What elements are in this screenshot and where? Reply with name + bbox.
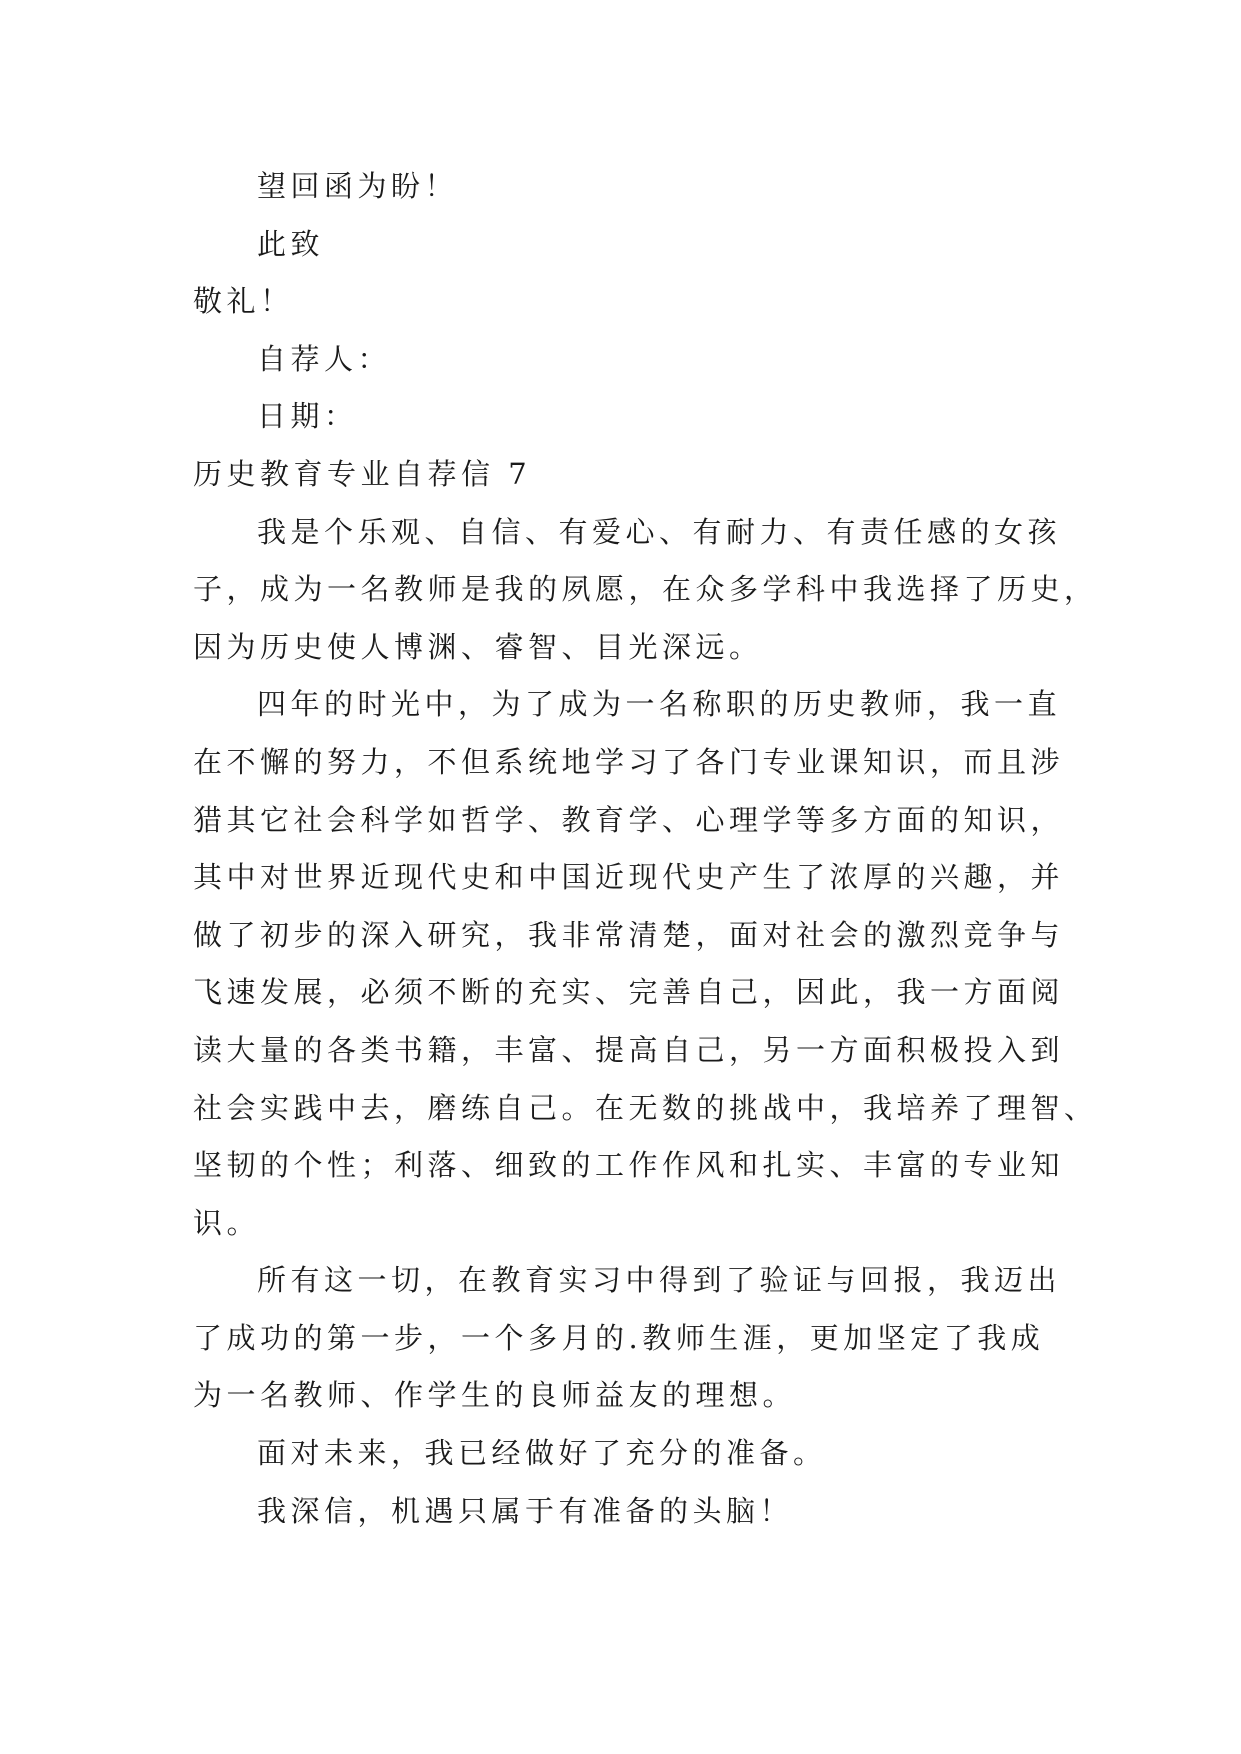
paragraph-line: 社会实践中去，磨练自己。在无数的挑战中，我培养了理智、 — [193, 1090, 1098, 1125]
paragraph-line: 读大量的各类书籍，丰富、提高自己，另一方面积极投入到 — [193, 1032, 1065, 1067]
paragraph-line: 其中对世界近现代史和中国近现代史产生了浓厚的兴趣，并 — [193, 860, 1065, 895]
paragraph-line: 猎其它社会科学如哲学、教育学、心理学等多方面的知识， — [193, 802, 1065, 837]
paragraph-3 — [193, 1252, 1062, 1425]
salutation-line-1: 此致 — [257, 226, 325, 261]
paragraph-line: 我深信，机遇只属于有准备的头脑！ — [257, 1493, 794, 1528]
paragraph-line: 子，成为一名教师是我的夙愿，在众多学科中我选择了历史， — [193, 572, 1098, 607]
paragraph-line: 在不懈的努力，不但系统地学习了各门专业课知识，而且涉 — [193, 744, 1065, 779]
paragraph-5 — [193, 1483, 1053, 1541]
paragraph-line: 所有这一切，在教育实习中得到了验证与回报，我迈出 — [257, 1263, 1062, 1298]
paragraph-line: 了成功的第一步，一个多月的.教师生涯，更加坚定了我成 — [193, 1320, 1045, 1355]
paragraph-2 — [193, 676, 1098, 1252]
paragraph-line: 识。 — [193, 1205, 261, 1240]
document-body — [193, 158, 1098, 1540]
date-label: 日期： — [257, 399, 358, 434]
paragraph-line: 我是个乐观、自信、有爱心、有耐力、有责任感的女孩 — [257, 514, 1062, 549]
paragraph-line: 四年的时光中，为了成为一名称职的历史教师，我一直 — [257, 687, 1062, 722]
paragraph-line: 坚韧的个性；利落、细致的工作作风和扎实、丰富的专业知 — [193, 1148, 1065, 1183]
paragraph-line: 为一名教师、作学生的良师益友的理想。 — [193, 1378, 797, 1413]
paragraph-1 — [193, 504, 1098, 677]
paragraph-line: 因为历史使人博渊、睿智、目光深远。 — [193, 629, 763, 664]
paragraph-line: 飞速发展，必须不断的充实、完善自己，因此，我一方面阅 — [193, 975, 1065, 1010]
paragraph-4 — [193, 1425, 1053, 1483]
section-title: 历史教育专业自荐信 7 — [193, 456, 532, 491]
paragraph-line: 做了初步的深入研究，我非常清楚，面对社会的激烈竞争与 — [193, 917, 1065, 952]
salutation-line-2: 敬礼！ — [193, 284, 294, 319]
signer-label: 自荐人： — [257, 341, 392, 376]
paragraph-line: 面对未来，我已经做好了充分的准备。 — [257, 1436, 827, 1471]
await-reply-line: 望回函为盼！ — [257, 169, 459, 203]
